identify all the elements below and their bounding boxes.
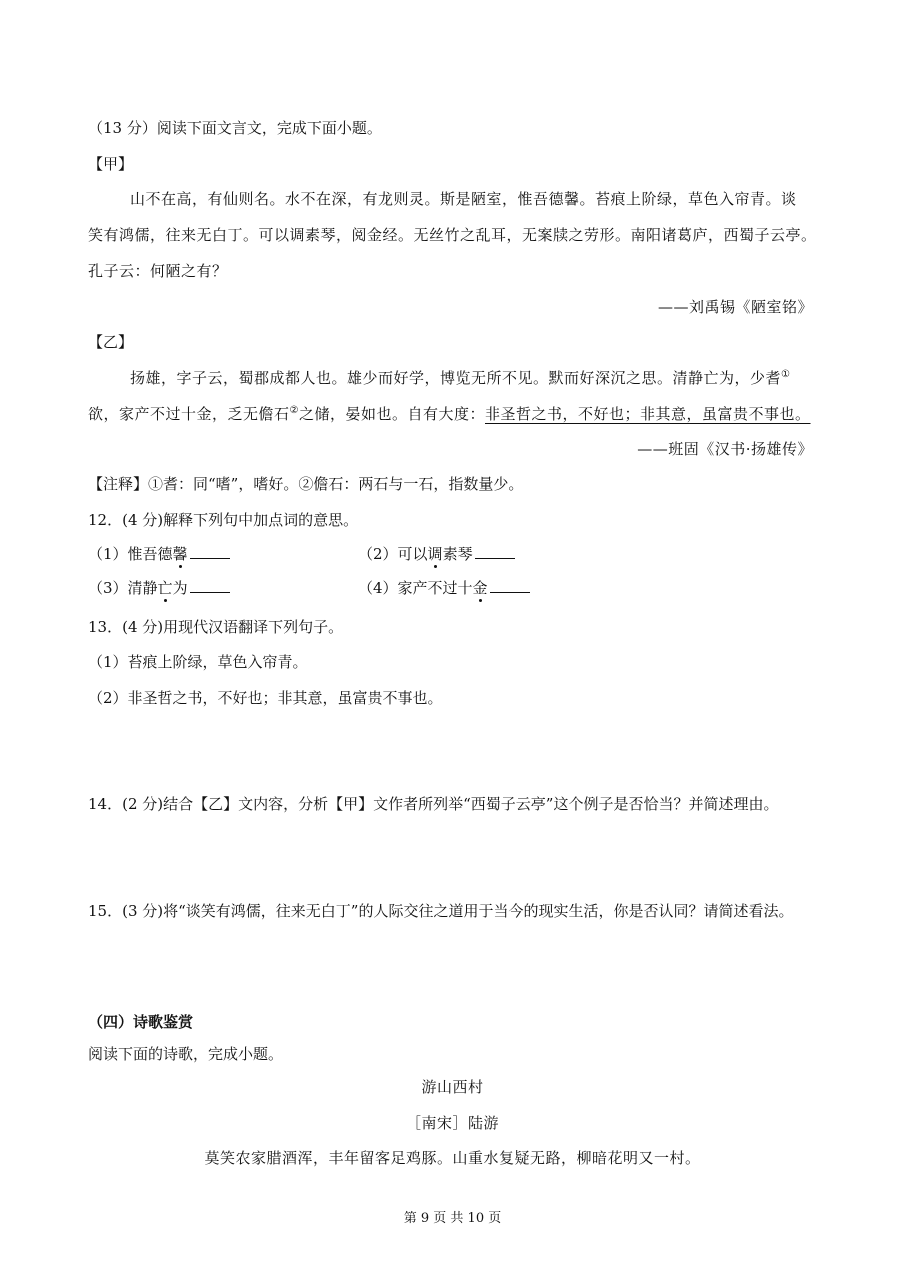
q12-item-4-dotted-word: 金	[472, 579, 488, 597]
answer-blank[interactable]	[490, 578, 530, 593]
answer-blank[interactable]	[190, 544, 230, 559]
poem-title: 游山西村	[421, 1078, 484, 1096]
page-footer: 第 9 页 共 10 页	[403, 1211, 502, 1226]
q12-row-2	[88, 577, 488, 599]
yi-source: ——班固《汉书·扬雄传》	[637, 440, 813, 458]
jia-source: ——刘禹锡《陋室铭》	[657, 298, 813, 316]
jia-text-line-3: 孔子云：何陋之有？	[88, 262, 228, 280]
q14-stem: 14．(2 分)结合【乙】文内容，分析【甲】文作者所列举“西蜀子云亭”这个例子是否恰当？并简述理由。	[88, 795, 779, 813]
q12-item-3-dotted-word: 亡	[157, 579, 173, 597]
q15-stem: 15．(3 分)将“谈笑有鸿儒，往来无白丁”的人际交往之道用于当今的现实生活，你是否认同？请简述看法。	[88, 902, 794, 920]
q12-item-1-text: （1）惟吾德	[88, 545, 173, 563]
q12-item-2-dotted-word: 调	[427, 545, 443, 563]
footnote-marker-1: ①	[781, 369, 791, 380]
q12-item-3-text: （3）清静	[88, 579, 158, 597]
footnote-marker-2: ②	[289, 405, 299, 416]
q12-item-4	[358, 577, 530, 599]
q12-row-1	[88, 543, 473, 565]
annotation-notes: 【注释】①耆：同“嗜”，嗜好。②儋石：两石与一石，指数量少。	[88, 475, 524, 493]
yi-line1-text: 扬雄，字子云，蜀郡成都人也。雄少而好学，博览无所不见。默而好深沉之思。清静亡为，少耆	[130, 369, 782, 387]
jia-text-line-1: 山不在高，有仙则名。水不在深，有龙则灵。斯是陋室，惟吾德馨。苔痕上阶绿，草色入帘青。谈	[130, 190, 797, 208]
section4-intro: 阅读下面的诗歌，完成小题。	[88, 1045, 284, 1063]
q12-item-2	[358, 543, 515, 565]
q12-item-3	[88, 579, 230, 597]
q12-item-4-text: （4）家产不过十	[358, 579, 473, 597]
answer-blank[interactable]	[475, 544, 515, 559]
poem-line-1: 莫笑农家腊酒浑，丰年留客足鸡豚。山重水复疑无路，柳暗花明又一村。	[204, 1149, 701, 1167]
q13-sentence-2: （2）非圣哲之书，不好也；非其意，虽富贵不事也。	[88, 689, 443, 707]
q12-item-3-rest: 为	[172, 579, 188, 597]
jia-label: 【甲】	[88, 155, 134, 173]
yi-line2-part-b: 之储，晏如也。自有大度：	[298, 405, 485, 423]
underlined-sentence: 非圣哲之书，不好也；非其意，虽富贵不事也。	[485, 405, 811, 423]
q13-stem: 13．(4 分)用现代汉语翻译下列句子。	[88, 618, 344, 636]
answer-blank[interactable]	[190, 578, 230, 593]
q12-item-1-dotted-word: 馨	[172, 545, 188, 563]
q12-item-2-text: （2）可以	[358, 545, 428, 563]
yi-label: 【乙】	[88, 333, 134, 351]
yi-line2-part-a: 欲，家产不过十金，乏无儋石	[88, 405, 290, 423]
section-intro: （13 分）阅读下面文言文，完成下面小题。	[88, 119, 382, 137]
yi-text-line-1	[130, 367, 790, 389]
jia-text-line-2: 笑有鸿儒，往来无白丁。可以调素琴，阅金经。无丝竹之乱耳，无案牍之劳形。南阳诸葛庐，西蜀子云亭。	[88, 226, 817, 244]
q12-stem: 12．(4 分)解释下列句中加点词的意思。	[88, 511, 359, 529]
q13-sentence-1: （1）苔痕上阶绿，草色入帘青。	[88, 653, 308, 671]
q12-item-2-rest: 素琴	[442, 545, 473, 563]
poem-author: ［南宋］陆游	[405, 1114, 499, 1132]
q12-item-1	[88, 545, 230, 563]
section4-title: （四）诗歌鉴赏	[88, 1013, 194, 1031]
yi-text-line-2	[88, 403, 811, 425]
